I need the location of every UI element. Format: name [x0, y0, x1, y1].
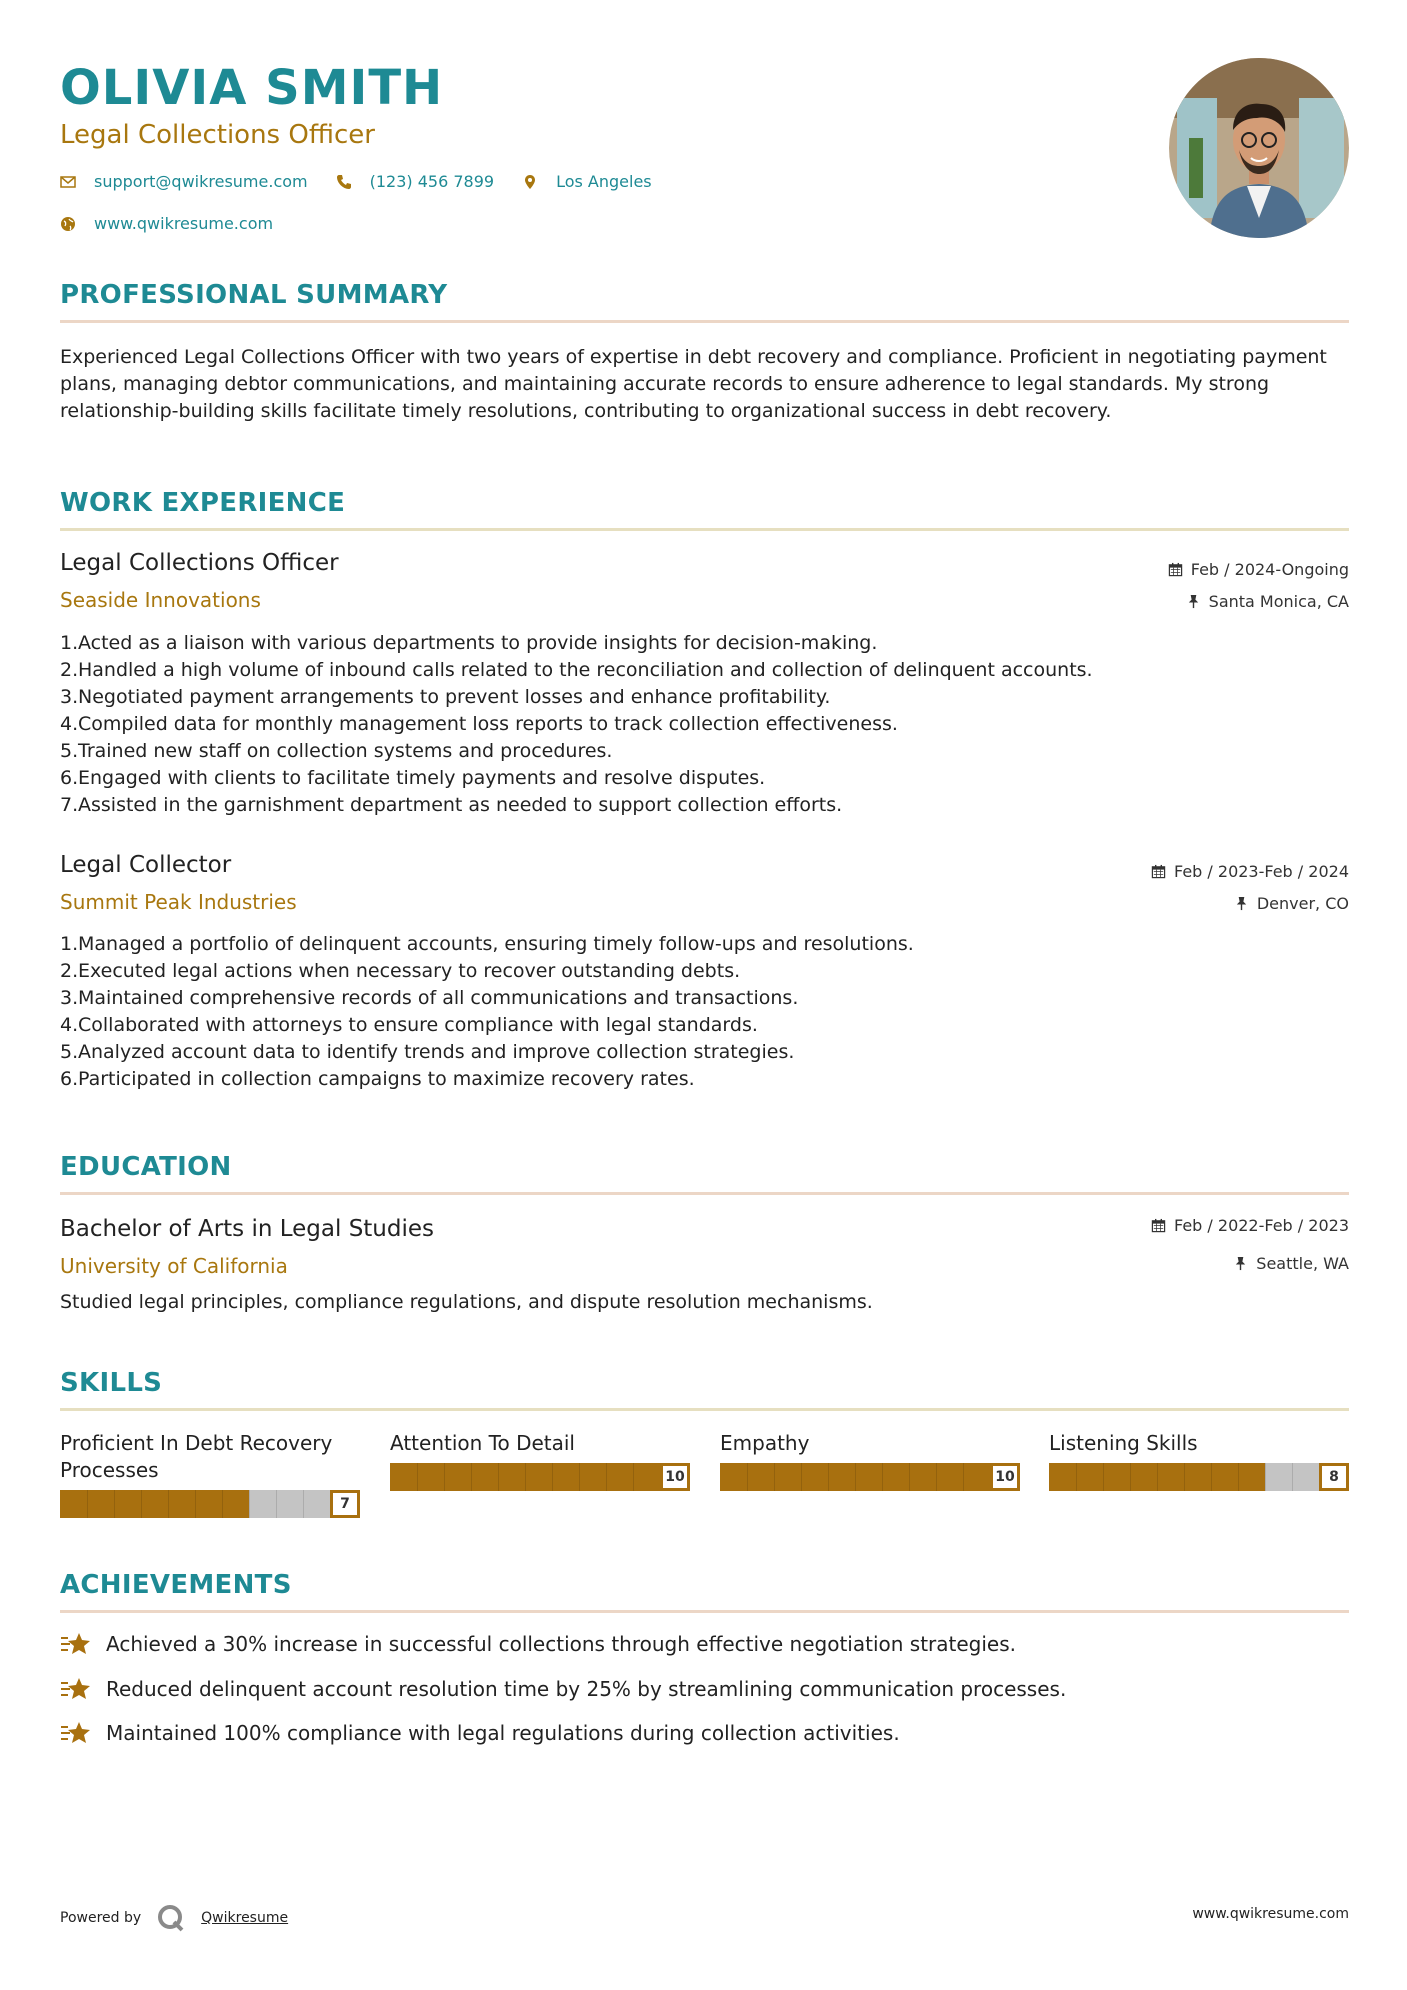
achievement-text: Maintained 100% compliance with legal regulations during collection activities.: [106, 1721, 900, 1745]
powered-by-text: Powered by: [60, 1910, 142, 1926]
skill-bar-segment: [747, 1463, 748, 1491]
education-location-text: Seattle, WA: [1256, 1254, 1349, 1273]
calendar-icon: [1168, 562, 1183, 577]
skill-name: Empathy: [720, 1431, 810, 1455]
skill-bar-segment: [1076, 1463, 1077, 1491]
job-dates: [1151, 862, 1349, 881]
skill-bar-segment: [1292, 1463, 1293, 1491]
profile-photo-illustration: [1169, 58, 1349, 238]
summary-text: Experienced Legal Collections Officer with two years of expertise in debt recovery and compliance. Proficient in negotiating payment plans, managing debtor communications, and maintaining accurate records to ensure adherence to legal standards. My strong relationship-building skills facilitate timely resolutions, contributing to organizational success in debt recovery.: [60, 346, 1327, 422]
skill-bar-segment: [1265, 1463, 1266, 1491]
phone-text: (123) 456 7899: [369, 172, 495, 191]
resume-page: [60, 0, 1349, 1990]
list-item: 2. Handled a high volume of inbound calls related to the reconciliation and collection of delinquent accounts.: [60, 659, 1093, 681]
job-title: Legal Collector: [60, 852, 232, 878]
skill-bar-segment: [774, 1463, 775, 1491]
achievement-item: [60, 1630, 1016, 1658]
skill-bar-segment: [444, 1463, 445, 1491]
skill-bar-segment: [249, 1490, 250, 1518]
section-title-summary: PROFESSIONAL SUMMARY: [60, 280, 448, 310]
footer-powered-by: [60, 1904, 288, 1932]
education-location: [1233, 1254, 1349, 1273]
shooting-star-icon: [60, 1675, 92, 1703]
candidate-name: OLIVIA SMITH: [60, 60, 444, 116]
achievement-text: Reduced delinquent account resolution time by 25% by streamlining communication processes.: [106, 1677, 1067, 1701]
skill-bar-track: [720, 1463, 990, 1491]
education-degree: Bachelor of Arts in Legal Studies: [60, 1216, 435, 1242]
skill-level-badge: 8: [1319, 1463, 1349, 1491]
skill-name: Listening Skills: [1049, 1431, 1198, 1455]
education-dates-text: Feb / 2022-Feb / 2023: [1174, 1216, 1349, 1235]
skill-item: [60, 1430, 360, 1512]
skill-bar-segment: [552, 1463, 553, 1491]
skill-item: [390, 1430, 690, 1485]
list-item: 2. Executed legal actions when necessary to recover outstanding debts.: [60, 960, 741, 982]
job-dates-text: Feb / 2023-Feb / 2024: [1174, 862, 1349, 881]
achievement-text: Achieved a 30% increase in successful collections through effective negotiation strategies.: [106, 1632, 1016, 1656]
job-company: Summit Peak Industries: [60, 890, 297, 914]
email-text: support@qwikresume.com: [94, 172, 308, 191]
skill-level-badge: 10: [660, 1463, 690, 1491]
skill-bar-segment: [828, 1463, 829, 1491]
skill-bar-segment: [87, 1490, 88, 1518]
contact-row-primary: [60, 172, 680, 191]
skill-bar-segment: [276, 1490, 277, 1518]
list-item: 6. Participated in collection campaigns to maximize recovery rates.: [60, 1068, 695, 1090]
brand-link[interactable]: Qwikresume: [201, 1910, 289, 1926]
pushpin-icon: [1233, 1256, 1248, 1271]
skill-level-bar: [1049, 1463, 1349, 1491]
globe-icon: [60, 216, 76, 232]
skill-level-badge: 10: [990, 1463, 1020, 1491]
job-location: [1234, 894, 1349, 913]
skill-bar-segment: [801, 1463, 802, 1491]
list-item: 3. Maintained comprehensive records of all communications and transactions.: [60, 987, 799, 1009]
skill-bar-track: [390, 1463, 660, 1491]
skill-bar-segment: [168, 1490, 169, 1518]
list-item: 1. Managed a portfolio of delinquent accounts, ensuring timely follow-ups and resolutions.: [60, 933, 914, 955]
list-item: 4. Collaborated with attorneys to ensure compliance with legal standards.: [60, 1014, 758, 1036]
skill-level-bar: [390, 1463, 690, 1491]
pushpin-icon: [1186, 594, 1201, 609]
list-item: 3. Negotiated payment arrangements to prevent losses and enhance profitability.: [60, 686, 831, 708]
calendar-icon: [1151, 864, 1166, 879]
phone-icon: [336, 174, 352, 190]
skill-bar-segment: [579, 1463, 580, 1491]
skill-bar-segment: [1130, 1463, 1131, 1491]
skill-bar-segment: [882, 1463, 883, 1491]
profile-photo: [1169, 58, 1349, 238]
skill-bar-segment: [498, 1463, 499, 1491]
job-bullets: [60, 931, 1349, 1093]
contact-email[interactable]: [60, 172, 308, 191]
skill-bar-segment: [1238, 1463, 1239, 1491]
pushpin-icon: [1234, 896, 1249, 911]
achievement-item: [60, 1675, 1066, 1703]
skill-bar-segment: [1157, 1463, 1158, 1491]
job-company: Seaside Innovations: [60, 588, 261, 612]
skill-bar-segment: [606, 1463, 607, 1491]
section-divider: [60, 1408, 1349, 1411]
contact-row-secondary: [60, 214, 301, 233]
skill-bar-segment: [222, 1490, 223, 1518]
section-divider: [60, 528, 1349, 531]
skill-bar-segment: [195, 1490, 196, 1518]
list-item: 5. Analyzed account data to identify trends and improve collection strategies.: [60, 1041, 795, 1063]
skill-item: [1049, 1430, 1349, 1485]
job-location-text: Santa Monica, CA: [1208, 592, 1349, 611]
footer-site-link[interactable]: www.qwikresume.com: [1192, 1906, 1349, 1922]
skill-bar-segment: [855, 1463, 856, 1491]
list-item: 5. Trained new staff on collection systems and procedures.: [60, 740, 613, 762]
skill-bar-segment: [417, 1463, 418, 1491]
skill-bar-segment: [963, 1463, 964, 1491]
section-title-experience: WORK EXPERIENCE: [60, 488, 346, 518]
calendar-icon: [1151, 1218, 1166, 1233]
skill-level-badge: 7: [330, 1490, 360, 1518]
education-dates: [1151, 1216, 1349, 1235]
section-divider: [60, 1610, 1349, 1613]
education-description: Studied legal principles, compliance regulations, and dispute resolution mechanisms.: [60, 1291, 873, 1313]
shooting-star-icon: [60, 1719, 92, 1747]
qwikresume-logo-icon: [157, 1904, 185, 1932]
skill-bar-segment: [471, 1463, 472, 1491]
list-item: 7. Assisted in the garnishment department as needed to support collection efforts.: [60, 794, 843, 816]
job-dates: [1168, 560, 1349, 579]
section-title-skills: SKILLS: [60, 1368, 163, 1398]
skill-bar-segment: [114, 1490, 115, 1518]
skill-bar-segment: [1103, 1463, 1104, 1491]
location-text: Los Angeles: [556, 172, 652, 191]
list-item: 1. Acted as a liaison with various departments to provide insights for decision-making.: [60, 632, 878, 654]
skill-level-bar: [720, 1463, 1020, 1491]
skill-bar-track: [60, 1490, 330, 1518]
website-text: www.qwikresume.com: [94, 214, 274, 233]
job-location: [1186, 592, 1349, 611]
contact-location: [522, 172, 652, 191]
skill-bar-segment: [909, 1463, 910, 1491]
skill-bar-segment: [633, 1463, 634, 1491]
skill-bar-segment: [1184, 1463, 1185, 1491]
job-bullets: [60, 630, 1349, 819]
shooting-star-icon: [60, 1630, 92, 1658]
skill-bar-segment: [141, 1490, 142, 1518]
section-title-education: EDUCATION: [60, 1152, 232, 1182]
section-divider: [60, 320, 1349, 323]
skill-item: [720, 1430, 1020, 1485]
candidate-role: Legal Collections Officer: [60, 120, 375, 150]
section-title-achievements: ACHIEVEMENTS: [60, 1570, 292, 1600]
skill-bar-segment: [936, 1463, 937, 1491]
map-pin-icon: [522, 174, 538, 190]
skill-name: Proficient In Debt Recovery Processes: [60, 1431, 333, 1482]
skill-bar-track: [1049, 1463, 1319, 1491]
skill-bar-segment: [525, 1463, 526, 1491]
skill-bar-segment: [1211, 1463, 1212, 1491]
list-item: 6. Engaged with clients to facilitate timely payments and resolve disputes.: [60, 767, 766, 789]
skill-name: Attention To Detail: [390, 1431, 575, 1455]
list-item: 4. Compiled data for monthly management loss reports to track collection effectiveness.: [60, 713, 898, 735]
job-dates-text: Feb / 2024-Ongoing: [1190, 560, 1349, 579]
envelope-icon: [60, 174, 76, 190]
job-location-text: Denver, CO: [1256, 894, 1349, 913]
skill-level-bar: [60, 1490, 360, 1518]
achievement-item: [60, 1719, 900, 1747]
contact-phone[interactable]: [336, 172, 494, 191]
contact-website[interactable]: [60, 214, 273, 233]
skill-bar-segment: [303, 1490, 304, 1518]
education-school: University of California: [60, 1254, 288, 1278]
job-title: Legal Collections Officer: [60, 550, 339, 576]
section-divider: [60, 1192, 1349, 1195]
skill-bar-fill: [60, 1490, 249, 1518]
